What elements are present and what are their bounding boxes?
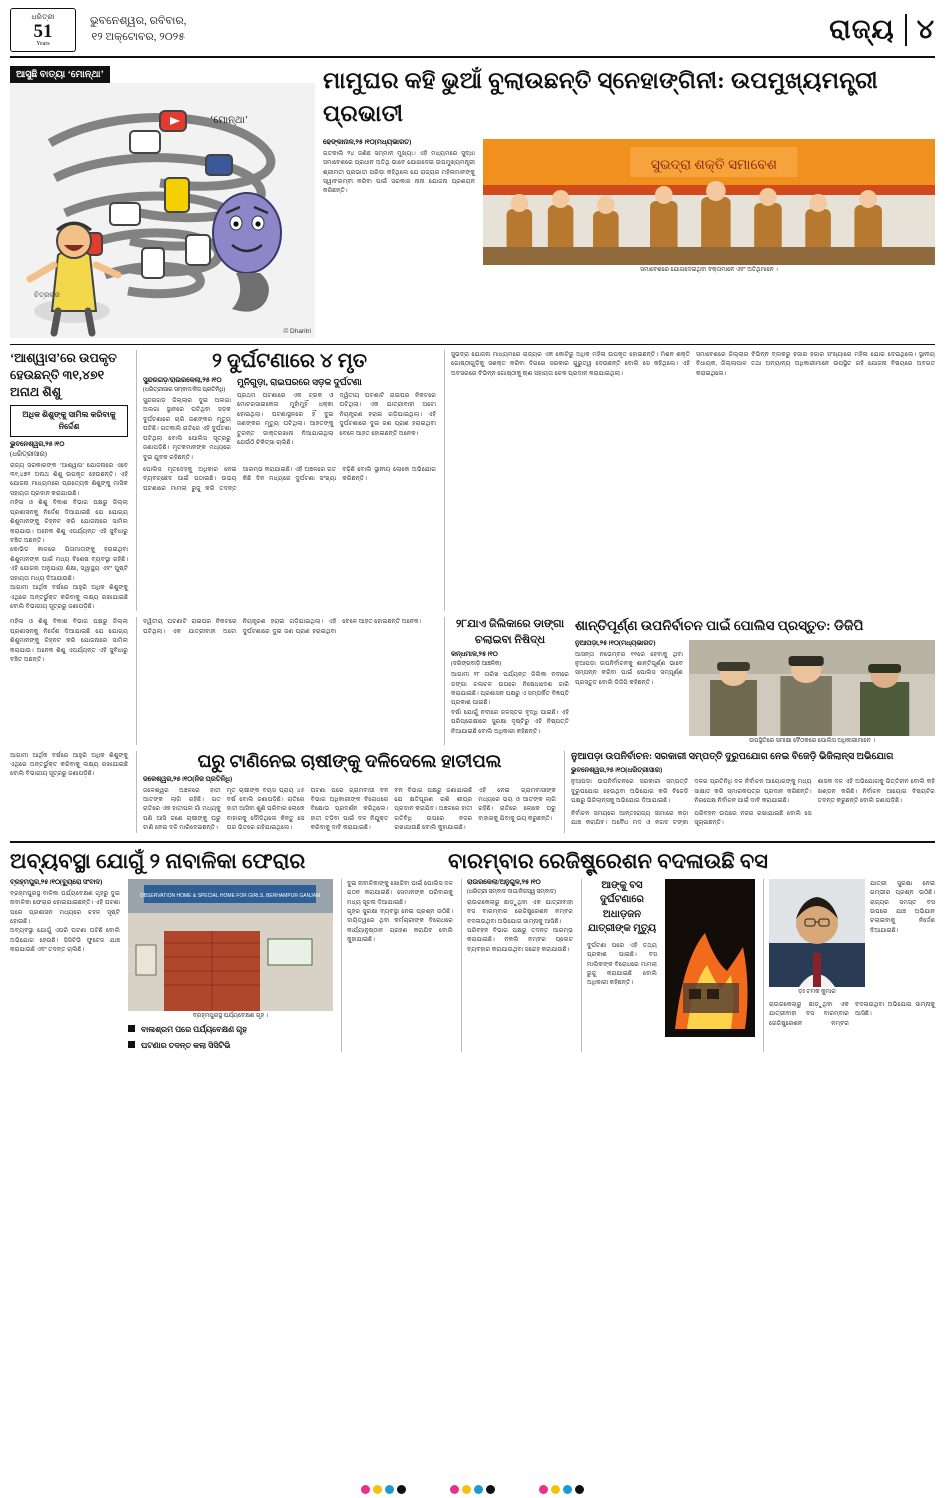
- dot-magenta-3: [539, 1485, 548, 1494]
- lead-photo: [483, 139, 935, 265]
- accident-para-2: ପ୍ରଥମ ଘଟଣାରେ ଏକ ଟ୍ରକ ଓ ମୋଟରସାଇକେଲ ମୁହାଁମୁହିଁ ଧକ୍କା ହୋଇଥିଲା। ଘଟଣାସ୍ଥଳରେ ହିଁ ଦୁଇ ଜଣଙ୍କର ମୃତ୍ୟୁ ଘଟିଥିଲା। ଆହତଙ୍କୁ ତୁରନ୍ତ ଡାକ୍ତରଖାନା ନିଆଯାଇଥିଲା ଯେଉଁଠି ଚିକିତ୍ସା ଚାଲିଛି।: [237, 392, 334, 447]
- ashwas-overflow: [10, 617, 128, 744]
- ambulance-story: [451, 617, 569, 744]
- elephant-para-3: ଘଟଣା ପରେ ଗ୍ରାମବାସୀ ବନ ବିଭାଗ ଅଧିକାରୀଙ୍କ ବିରୋଧରେ ବିକ୍ଷୋଭ ପ୍ରଦର୍ଶନ କରିଥିଲେ। ହାତୀ ତଡ଼ିବା ପାଇଁ ଦଳ ନିଯୁକ୍ତ କରିବାକୁ ଦାବି କରାଯାଇଛି।: [310, 786, 389, 832]
- registration-color-bars: [0, 1485, 945, 1494]
- ashwas-kicker: ଅଧିକ ଶିଶୁଙ୍କୁ ସାମିଲ କରିବାକୁ ନିର୍ଦ୍ଦେଶ: [10, 405, 128, 437]
- dot-yellow-2: [462, 1485, 471, 1494]
- dot-cyan: [385, 1485, 394, 1494]
- color-dot-group-1: [361, 1485, 406, 1494]
- police-story: [575, 617, 935, 744]
- nuapada-story: [564, 751, 935, 833]
- nuapada-headline: ନୁଆପଡ଼ା ଉପନିର୍ବାଚନ: ସରକାରୀ ସମ୍ପତ୍ତି ଦୁରୁପଯୋଗ ନେଇ ବିଜେଡ଼ି ଭିଜିଲାନ୍ସ ଅଭିଯୋଗ: [571, 751, 894, 762]
- nuapada-para-2: ଦଳର ପ୍ରତିନିଧି ଦଳ ନିର୍ବାଚନ ଆୟୋଗଙ୍କୁ ମଧ୍ୟ ସାକ୍ଷାତ କରି ସ୍ମାରକପତ୍ର ପ୍ରଦାନ କରିଛନ୍ତି। ନିରପେକ୍ଷ ନିର୍ବାଚନ ପାଇଁ ଦାବି କରାଯାଇଛି।: [694, 778, 812, 805]
- ambulance-byline: କନ୍ଧମାଳ,୨୫।୧୦: [451, 651, 498, 659]
- bottom-section: [10, 841, 935, 1052]
- cartoon-credit: © Dharitri: [283, 328, 311, 335]
- dot-cyan-3: [563, 1485, 572, 1494]
- bullet-2-label: ଘଟଣାର ତଦନ୍ତ କଲା ସିସିଟିଭି: [141, 1040, 231, 1050]
- bottom-right-col: [763, 879, 935, 1052]
- police-photo-block: [689, 640, 935, 745]
- bottom-left-para-1: ବ୍ରହ୍ମପୁରସ୍ଥ ବାଳିକା ପର୍ଯ୍ୟବେକ୍ଷଣ ଗୃହରୁ ଦୁଇ ନାବାଳିକା ଫେରାର ହୋଇଯାଇଛନ୍ତି। ଏହି ଘଟଣା ପରେ ପ୍ରଶାସନ ମଧ୍ୟରେ ଚହଳ ସୃଷ୍ଟି ହୋଇଛି।: [10, 889, 120, 925]
- publication-logo: [10, 8, 76, 52]
- bottom-right-para-4: ଯାତ୍ରୀ ସୁରକ୍ଷା ନେଇ ଗମ୍ଭୀର ପ୍ରଶ୍ନ ଉଠିଛି। ରାଜ୍ୟର ସମସ୍ତ ବସ ଉପରେ ଯାଞ୍ଚ ଅଭିଯାନ ଚଲାଇବାକୁ ନିର୍ଦ୍ଦେଶ ଦିଆଯାଇଛି।: [870, 879, 935, 934]
- bullet-2: [128, 1040, 333, 1052]
- lead-text-col: [323, 139, 475, 274]
- police-photo-caption: ଉପସ୍ଥିତିରେ ସମୀକ୍ଷା ବୈଠକରେ ପୋଲିସ ଅଧିକାରୀମାନେ ।: [749, 737, 875, 744]
- dot-yellow: [373, 1485, 382, 1494]
- bottom-body: [10, 879, 935, 1052]
- ashwas-sub-byline: (ଧରିତ୍ରୀସାର): [10, 450, 47, 458]
- accident-byline: ସୁନ୍ଦରଗଡ଼/ରାଉରକେଲା,୨୫।୧୦: [143, 377, 222, 384]
- dot-magenta-2: [450, 1485, 459, 1494]
- section-title: ରାଜ୍ୟ: [829, 14, 895, 44]
- ashwas-tail-text: ଆଗାମୀ ଆର୍ଥିକ ବର୍ଷରେ ଆହୁରି ଅଧିକ ଶିଶୁଙ୍କୁ ଏଥିରେ ଅନ୍ତର୍ଭୁକ୍ତ କରିବାକୁ ଲକ୍ଷ୍ୟ ରଖାଯାଇଛି ବୋଲି ବିଭାଗୀୟ ସୂତ୍ରରୁ ଜଣାପଡ଼ିଛି।: [10, 751, 128, 778]
- svg-text:OBSERVATION HOME & SPECIAL HOM: OBSERVATION HOME & SPECIAL HOME FOR GIRLS, BERHAMPUR GANJAM: [139, 892, 321, 899]
- ashwas-tail: [10, 751, 128, 833]
- ashwas-overflow-text: ମହିଳା ଓ ଶିଶୁ ବିକାଶ ବିଭାଗ ପକ୍ଷରୁ ଜିଲ୍ଲା ପ୍ରଶାସନକୁ ନିର୍ଦ୍ଦେଶ ଦିଆଯାଇଛି ଯେ ଯୋଗ୍ୟ ଶିଶୁମାନଙ୍କୁ ଚିହ୍ନଟ କରି ଯୋଜନାରେ ସାମିଲ କରାଯାଉ। ଅନେକ ଶିଶୁ ଏପର୍ଯ୍ୟନ୍ତ ଏହି ସୁବିଧାରୁ ବଞ୍ଚିତ ଅଛନ୍ତି।: [10, 618, 128, 664]
- doctor-caption: ଡ଼ଃ ଟମକ କୁମାର: [798, 988, 836, 995]
- accident-byline-sub: (ଧରିତ୍ରୀସାର ସମ୍ବାଦ/ନିଜ ପ୍ରତିନିଧି): [143, 387, 226, 393]
- issue-date-line: ୧୨ ଅକ୍ଟୋବର, ୨୦୨୫: [91, 31, 186, 43]
- svg-text:ସୁଭଦ୍ରା ଶକ୍ତି ସମାବେଶ: ସୁଭଦ୍ରା ଶକ୍ତି ସମାବେଶ: [650, 157, 777, 173]
- ambulance-para-1: ଆଗାମୀ ୨୮ ତାରିଖ ପର୍ଯ୍ୟନ୍ତ ଜିଲିକା ନଦୀରେ ଡଙ୍ଗା ଚଳାଚଳ ଉପରେ ନିଷେଧାଦେଶ ଜାରି କରାଯାଇଛି। ପ୍ରଶାସନ ପକ୍ଷରୁ ଏ ସମ୍ପର୍କିତ ବିଜ୍ଞପ୍ତି ପ୍ରକାଶ ପାଇଛି।: [451, 671, 569, 707]
- ashwas-headline: ‘ଆଶ୍ୱାସ’ରେ ଉପକୃତ ହେଉଛନ୍ତି ୩୧,୪୭୧ ଅନାଥ ଶିଶୁ: [10, 351, 117, 399]
- accident-subheadline: ମୁନିଗୁଡ଼ା, ରାଇଘରରେ ସଡ଼କ ଦୁର୍ଘଟଣା: [237, 377, 362, 387]
- bottom-right-para-1: ରାଉରକେଲାରୁ ଛାଡ଼ୁଥିବା ଏକ ଯାତ୍ରୀବାହୀ ବସ ବାରମ୍ବାର ରେଜିଷ୍ଟ୍ରେଶନ ନମ୍ବର ବଦଳାଉଥିବା ଅଭିଯୋଗ ସାମ୍ନାକୁ ଆସିଛି।: [467, 898, 573, 925]
- color-dot-group-3: [539, 1485, 584, 1494]
- doctor-photo: [769, 879, 865, 987]
- svg-text:ଚିତ୍ରକର: ଚିତ୍ରକର: [34, 291, 60, 299]
- bullet-1: [128, 1024, 333, 1036]
- police-para-1: ଆସନ୍ତା ନଭେମ୍ବର ୧୧ରେ ହେବାକୁ ଥିବା ନୁଆପଡ଼ା ଉପନିର୍ବାଚନକୁ ଶାନ୍ତିପୂର୍ଣ୍ଣ ଭାବେ ସମ୍ପନ୍ନ କରିବା ପାଇଁ ପୋଲିସ ସମ୍ପୂର୍ଣ୍ଣ ପ୍ରସ୍ତୁତ ବୋଲି ଡିଜିପି କହିଛନ୍ତି।: [575, 650, 683, 686]
- bottom-left-para-2: ଅବ୍ୟବସ୍ଥା ଯୋଗୁଁ ଏପରି ଘଟଣା ଘଟିଛି ବୋଲି ଅଭିଯୋଗ ହେଉଛି। ସିସିଟିଭି ଫୁଟେଜ ଯାଞ୍ଚ କରାଯାଉଛି ଏବଂ ତଦନ୍ତ ଚାଲିଛି।: [10, 927, 120, 954]
- logo-years-label: Years: [36, 41, 50, 47]
- bus-accident-inset: [581, 879, 657, 1052]
- observation-home-caption: ବ୍ରହ୍ମପୁରସ୍ଥ ପର୍ଯ୍ୟବେକ୍ଷଣ ଗୃହ ।: [192, 1012, 269, 1019]
- observation-home-photo: [128, 879, 333, 1011]
- bottom-left-col: [10, 879, 120, 1052]
- dot-black: [397, 1485, 406, 1494]
- police-photo: [689, 640, 935, 736]
- bottom-right-para-3: ଦୁର୍ଘଟଣା ପରେ ଏହି ତଥ୍ୟ ପ୍ରକାଶ ପାଇଛି। ବସ ମାଲିକଙ୍କ ବିରୋଧରେ ମାମଲା ରୁଜୁ କରାଯାଇଛି ବୋଲି ଅଧିକାରୀ କହିଛନ୍ତି।: [587, 941, 657, 987]
- issue-place: ଭୁବନେଶ୍ୱର, ରବିବାର,: [90, 15, 187, 28]
- nuapada-byline: ଭୁବନେଶ୍ୱର,୨୫।୧୦(ଧରିତ୍ରୀସାର): [571, 767, 663, 775]
- accident-headline: ୨ ଦୁର୍ଘଟଣାରେ ୪ ମୃତ: [212, 350, 367, 372]
- bottom-mid-col-2: [461, 879, 573, 1052]
- ashwas-byline: ଭୁବନେଶ୍ୱର,୨୫।୧୦: [10, 440, 65, 448]
- page-number: ୪: [905, 14, 935, 46]
- third-band: [10, 617, 935, 744]
- storm-name-label: ‘ମୋନ୍‌ଥା’: [210, 115, 249, 126]
- lead-para-2: ସୁଭଦ୍ରା ଯୋଜନା ମାଧ୍ୟମରେ ରାଜ୍ୟର ଏକ କୋଟିରୁ ଅଧିକ ମହିଳା ଉପକୃତ ହୋଇଛନ୍ତି। ମିଶନ ଶକ୍ତି ଗୋଷ୍ଠୀଗୁଡ଼ିକୁ ସଶକ୍ତ କରିବା ଦିଗରେ ସରକାର ଗୁରୁତ୍ୱ ଦେଉଛନ୍ତି ବୋଲି ସେ କହିଥିଲେ। ଏହି ଅବସରରେ ବିଭିନ୍ନ ଗୋଷ୍ଠୀକୁ ଋଣ ସହାୟତା ଚେକ ପ୍ରଦାନ କରାଯାଇଥିଲା।: [451, 351, 690, 377]
- bus-fire-photo: [665, 879, 755, 1037]
- ambulance-headline: ୨୮ଯାଏ ଜିଲିକାରେ ଡାଙ୍ଗା ଚଲାଇବା ନିଷିଦ୍ଧ: [455, 618, 565, 646]
- lead-continuation: [444, 350, 935, 611]
- dot-magenta: [361, 1485, 370, 1494]
- fourth-band: [10, 751, 935, 833]
- lead-para-1: ଗତକାଲି ୨୪ ଜଣିଛ ସମ୍ମାନ ମୁଖ୍ୟା। ଏହି ମଧ୍ୟମରେ ସୁଦ୍ଧା ସମାବେଶରେ ପ୍ରଧାନ ଅତିଥି ଭାବେ ଯୋଗଦେଇ ଉପମୁଖ୍ୟମନ୍ତ୍ରୀ ଶ୍ରୀମତୀ ପ୍ରଭାତୀ ପରିଡ଼ା କହିଥିଲେ ଯେ ରାଜ୍ୟର ମହିଳାମାନଙ୍କୁ ସ୍ୱାବଲମ୍ବୀ କରିବା ପାଇଁ ସରକାର ନାନା ଯୋଜନା ପ୍ରଣୟନ କରିଛନ୍ତି।: [323, 149, 475, 195]
- top-band: [10, 64, 935, 338]
- elephant-headline: ଘରୁ ଟାଣିନେଇ ଚାଷୀଙ୍କୁ ଦଳିଦେଲେ ହାତୀପଲ: [197, 750, 502, 771]
- bottom-mid-byline: ରାଉରକେଲା/ଅନୁଗୁଳ,୨୫।୧୦: [467, 878, 541, 886]
- ambulance-and-police: [444, 617, 935, 744]
- cartoon-label: ଆସୁଛି ବାତ୍ୟା ‘ମୋନ୍‌ଥା’: [10, 66, 110, 83]
- masthead: [10, 6, 935, 58]
- bullet-square-icon-2: [128, 1041, 135, 1048]
- bottom-right-overflow: ରାଉରକେଲାରୁ ଛାଡ଼ୁଥିବା ଏକ ଯାତ୍ରୀବାହୀ ବସ ବାରମ୍ବାର ରେଜିଷ୍ଟ୍ରେଶନ ନମ୍ବର ବଦଳାଉଥିବା ଅଭିଯୋଗ ସାମ୍ନାକୁ ଆସିଛି।: [769, 1000, 935, 1027]
- ashwas-story: [10, 350, 128, 611]
- bottom-right-headline: ବାରମ୍ବାର ରେଜିଷ୍ଟ୍ରେଶନ ବଦଳାଉଛି ବସ: [448, 848, 768, 873]
- police-para-3: ନିର୍ବାଚନ ସମୟରେ ଆନ୍ତଃରାଜ୍ୟ ସୀମାରେ କଡ଼ା ଯାଞ୍ଚ କରାଯିବ। ଅବୈଧ ମଦ ଓ ନଗଦ ଟଙ୍କା ପରିବହନ ଉପରେ ନଜର ରଖାଯାଇଛି ବୋଲି ସେ ସୂଚାଇଛନ୍ତି।: [571, 809, 812, 827]
- police-headline: ଶାନ୍ତିପୂର୍ଣ୍ଣ ଉପନିର୍ବାଚନ ପାଇଁ ପୋଲିସ ପ୍ରସ୍ତୁତ: ଡିଜିପି: [575, 618, 864, 634]
- accident-overflow: [136, 617, 436, 744]
- ashwas-para-3: କୋଭିଡ କାଳରେ ପିତାମାତାଙ୍କୁ ହରାଇଥିବା ଶିଶୁମାନଙ୍କ ପାଇଁ ମଧ୍ୟ ବିଶେଷ ବ୍ୟବସ୍ଥା ରହିଛି। ଏହି ଯୋଜନା ଅନୁଯାୟୀ ଶିକ୍ଷା, ସ୍ୱାସ୍ଥ୍ୟ ଏବଂ ପୁଷ୍ଟି ସହାୟତା ମଧ୍ୟ ଦିଆଯାଉଛି।: [10, 546, 128, 582]
- nuapada-para-3: ଶାସକ ଦଳ ଏହି ଅଭିଯୋଗକୁ ଭିତ୍ତିହୀନ ବୋଲି କହି ଖଣ୍ଡନ କରିଛି। ନିର୍ବାଚନ ଆୟୋଗ ବିଷୟଟିର ତଦନ୍ତ କରୁଛନ୍ତି ବୋଲି ଜଣାପଡ଼ିଛି।: [817, 778, 935, 805]
- bottom-left-para-4: ଗୃହର ସୁରକ୍ଷା ବ୍ୟବସ୍ଥା ନେଇ ପ୍ରଶ୍ନ ଉଠିଛି। ଦାୟିତ୍ୱରେ ଥିବା କର୍ମଚାରୀଙ୍କ ବିରୋଧରେ କାର୍ଯ୍ୟାନୁଷ୍ଠାନ ଗ୍ରହଣ କରାଯିବ ବୋଲି କୁହାଯାଇଛି।: [347, 907, 453, 944]
- lead-byline: ଢେଙ୍କାନାଳ,୨୫।୧୦(ମଧ୍ୟଭାରତ): [323, 138, 412, 146]
- bottom-mid-col: [341, 879, 453, 1052]
- dot-yellow-3: [551, 1485, 560, 1494]
- bottom-left-headline: ଅବ୍ୟବସ୍ଥା ଯୋଗୁଁ ୨ ନାବାଳିକା ଫେରାର: [10, 848, 306, 873]
- bullet-1-label: ବାଳାଶ୍ରମ ପରେ ପର୍ଯ୍ୟବେକ୍ଷଣ ଗୃହ: [141, 1024, 247, 1034]
- lead-headline: ମାମୁଘର କହି ଭୁଆଁ ବୁଲାଉଛନ୍ତି ସ୍ନେହାଙ୍ଗିନୀ: ଉପମୁଖ୍ୟମନ୍ତ୍ରୀ ପ୍ରଭାତୀ: [323, 68, 878, 127]
- dot-black-2: [486, 1485, 495, 1494]
- ashwas-para-1: ରାଜ୍ୟ ସରକାରଙ୍କ ‘ଆଶ୍ୱାସ’ ଯୋଜନାରେ ଏବେ ୩୧,୪୭୧ ଅନାଥ ଶିଶୁ ଉପକୃତ ହେଉଛନ୍ତି। ଏହି ଯୋଜନା ମାଧ୍ୟମରେ ପ୍ରତ୍ୟେକ ଶିଶୁଙ୍କୁ ମାସିକ ସହାୟତା ପ୍ରଦାନ କରାଯାଉଛି।: [10, 461, 128, 497]
- second-band: [10, 344, 935, 611]
- police-byline: ନୁଆପଡ଼ା,୨୫।୧୦(ମଧ୍ୟଭାରତ): [575, 639, 656, 647]
- elephant-byline: ଜଳେଶ୍ୱର,୨୫।୧୦(ନିଜ ପ୍ରତିନିଧି): [143, 775, 233, 783]
- fire-photo-col: [665, 879, 755, 1052]
- doctor-photo-block: [769, 879, 865, 996]
- accident-para-3: ଦ୍ୱିତୀୟ ଘଟଣାଟି ରାଇଘର ନିକଟରେ ଘଟିଥିଲା। ଏକ ଯାତ୍ରୀବାହୀ ଅଟୋ ନିୟନ୍ତ୍ରଣ ହରାଇ ଗଡ଼ିଯାଇଥିଲା। ଏହି ଦୁର୍ଘଟଣାରେ ଦୁଇ ଜଣ ପ୍ରାଣ ହରାଇଥିବା ବେଳେ ଆହତ ହୋଇଛନ୍ତି ଅନେକ।: [339, 392, 436, 437]
- accident-overflow-text: ଦ୍ୱିତୀୟ ଘଟଣାଟି ରାଇଘର ନିକଟରେ ଘଟିଥିଲା। ଏକ ଯାତ୍ରୀବାହୀ ଅଟୋ ନିୟନ୍ତ୍ରଣ ହରାଇ ଗଡ଼ିଯାଇଥିଲା। ଏହି ଦୁର୍ଘଟଣାରେ ଦୁଇ ଜଣ ପ୍ରାଣ ହରାଇଥିବା ବେଳେ ଆହତ ହୋଇଛନ୍ତି ଅନେକ।: [143, 618, 422, 635]
- issue-date: [90, 14, 187, 46]
- color-dot-group-2: [450, 1485, 495, 1494]
- bottom-right-para-2: ପରିବହନ ବିଭାଗ ପକ୍ଷରୁ ତଦନ୍ତ ଆରମ୍ଭ କରାଯାଇଛି। ନକଲି ନମ୍ବର ପ୍ଲେଟ ବ୍ୟବହାର କରାଯାଉଥିବା ସନ୍ଦେହ କରାଯାଉଛି।: [467, 926, 573, 953]
- ashwas-para-4: ଆଗାମୀ ଆର୍ଥିକ ବର୍ଷରେ ଆହୁରି ଅଧିକ ଶିଶୁଙ୍କୁ ଏଥିରେ ଅନ୍ତର୍ଭୁକ୍ତ କରିବାକୁ ଲକ୍ଷ୍ୟ ରଖାଯାଇଛି ବୋଲି ବିଭାଗୀୟ ସୂତ୍ରରୁ ଜଣାପଡ଼ିଛି।: [10, 584, 128, 610]
- bottom-photo-col: [128, 879, 333, 1052]
- lead-story: [323, 64, 935, 338]
- bottom-left-byline: ବ୍ରହ୍ମପୁର,୨୫।୧୦(ବ୍ୟୁରୋ ସଂବାଦ): [10, 878, 103, 886]
- elephant-story: [136, 751, 556, 833]
- elephant-para-4: ବନ ବିଭାଗ ପକ୍ଷରୁ ଜଣାଯାଇଛି ଯେ କ୍ଷତିପୂରଣ ରାଶି ଶୀଘ୍ର ପ୍ରଦାନ କରାଯିବ। ଅଞ୍ଚଳରେ ହାତୀ ଗତିବିଧି ଉପରେ ନଜର ରଖାଯାଉଛି ବୋଲି କୁହାଯାଇଛି।: [394, 786, 473, 832]
- elephant-para-1: ଜଳେଶ୍ୱର ଅଞ୍ଚଳରେ ହାତୀ ଆତଙ୍କ ଲାଗି ରହିଛି। ଗତ ରାତିରେ ଏକ ହାତୀପଲ ଗାଁ ମଧ୍ୟକୁ ପଶି ଆସି ଜଣେ ଚାଷୀଙ୍କୁ ଘରୁ ଟାଣି ନେଇ ଦଳି ମାରିଦେଇଛନ୍ତି।: [143, 786, 221, 832]
- bus-accident-inset-headline: ଆଙ୍କୁ ବସ ଦୁର୍ଘଟଣାରେ ଅଧାଡ଼ଜନ ଯାତ୍ରୀଙ୍କ ମୃତ୍ୟୁ: [587, 879, 657, 935]
- nuapada-para-1: ନୁଆପଡ଼ା ଉପନିର୍ବାଚନରେ ସରକାରୀ ସମ୍ପତ୍ତି ଦୁରୁପଯୋଗ ହେଉଥିବା ଅଭିଯୋଗ କରି ବିଜେଡ଼ି ପକ୍ଷରୁ ଭିଜିଲାନ୍ସକୁ ଅଭିଯୋଗ ଦିଆଯାଇଛି।: [571, 778, 689, 805]
- ambulance-byline-sub: (ଦରିଙ୍ଗବାଡ଼ି ଆଞ୍ଚଳିକ): [451, 661, 502, 668]
- elephant-para-2: ମୃତ ଚାଷୀଙ୍କ ବୟସ ପ୍ରାୟ ୪୫ ବର୍ଷ ବୋଲି ଜଣାପଡ଼ିଛି। ରାତିରେ ହାତୀ ଆସିବା ଶୁଣି ପରିବାର ଲୋକେ ବାହାରକୁ ଦୌଡ଼ିଥିଲେ କିନ୍ତୁ ସେ ଘର ଭିତରେ ରହିଯାଇଥିଲେ।: [226, 786, 305, 832]
- accident-para-4: ପୋଲିସ ମୃତଦେହକୁ ଅଧିକାର ନେଇ ବ୍ୟବଚ୍ଛେଦ ପାଇଁ ପଠାଇଛି। ଉଭୟ ଘଟଣାରେ ମାମଲା ରୁଜୁ କରି ତଦନ୍ତ ଆରମ୍ଭ କରାଯାଇଛି। ଏହି ଅଞ୍ଚଳରେ ଗତ କିଛି ଦିନ ମଧ୍ୟରେ ଦୁର୍ଘଟଣା ସଂଖ୍ୟା ବଢ଼ିଛି ବୋଲି ସ୍ଥାନୀୟ ଲୋକେ ଅଭିଯୋଗ କରିଛନ୍ତି।: [143, 465, 436, 492]
- bottom-mid-byline-sub: (ଧରିତ୍ରୀ ସମ୍ବାଦ ଦାତା/ନିଜସ୍ୱ ସମ୍ବାଦ): [467, 888, 556, 895]
- dot-black-3: [575, 1485, 584, 1494]
- dot-cyan-2: [474, 1485, 483, 1494]
- logo-anniversary-number: 51: [33, 21, 53, 42]
- ashwas-para-2: ମହିଳା ଓ ଶିଶୁ ବିକାଶ ବିଭାଗ ପକ୍ଷରୁ ଜିଲ୍ଲା ପ୍ରଶାସନକୁ ନିର୍ଦ୍ଦେଶ ଦିଆଯାଇଛି ଯେ ଯୋଗ୍ୟ ଶିଶୁମାନଙ୍କୁ ଚିହ୍ନଟ କରି ଯୋଜନାରେ ସାମିଲ କରାଯାଉ। ଅନେକ ଶିଶୁ ଏପର୍ଯ୍ୟନ୍ତ ଏହି ସୁବିଧାରୁ ବଞ୍ଚିତ ଅଛନ୍ତି।: [10, 499, 128, 544]
- section-title-group: [829, 14, 935, 46]
- cartoon-illustration: [10, 83, 315, 338]
- bottom-left-para-3: ଦୁଇ ନାବାଳିକାଙ୍କୁ ଖୋଜିବା ପାଇଁ ପୋଲିସ ଦଳ ଗଠନ କରାଯାଇଛି। ସେମାନଙ୍କ ପରିବାରକୁ ମଧ୍ୟ ସୂଚନା ଦିଆଯାଇଛି।: [347, 879, 453, 906]
- bullet-square-icon: [128, 1025, 135, 1032]
- lead-photo-block: [483, 139, 935, 274]
- bottom-headlines: [10, 849, 935, 874]
- ambulance-para-2: ବର୍ଷା ଯୋଗୁଁ ନଦୀରେ ଜଳସ୍ତର ବୃଦ୍ଧି ପାଇଛି। ଏହି ପରିପ୍ରେକ୍ଷୀରେ ସୁରକ୍ଷା ଦୃଷ୍ଟିରୁ ଏହି ନିଷ୍ପତ୍ତି ନିଆଯାଇଛି ବୋଲି ଅଧିକାରୀ କହିଛନ୍ତି।: [451, 708, 569, 735]
- accident-para-1: ସୁନ୍ଦରଗଡ଼ ଜିଲ୍ଲାର ଦୁଇ ଅଲଗା ଅଲଗା ସ୍ଥାନରେ ଘଟିଥିବା ସଡ଼କ ଦୁର୍ଘଟଣାରେ ଚାରି ଜଣଙ୍କର ମୃତ୍ୟୁ ଘଟିଛି। ଗତକାଲି ରାତିରେ ଏହି ଦୁର୍ଘଟଣା ଘଟିଥିଲା ବୋଲି ପୋଲିସ ସୂତ୍ରରୁ ଜଣାପଡ଼ିଛି। ମୃତକମାନଙ୍କ ମଧ୍ୟରେ ଦୁଇ ଯୁବକ ରହିଛନ୍ତି।: [143, 397, 231, 461]
- lead-para-3: ସମାବେଶରେ ଜିଲ୍ଲାର ବିଭିନ୍ନ ବ୍ଲକରୁ ହଜାର ହଜାର ସଂଖ୍ୟାରେ ମହିଳା ଯୋଗ ଦେଇଥିଲେ। ସ୍ଥାନୀୟ ବିଧାୟକ, ଜିଲ୍ଲାପାଳ ତଥା ଅନ୍ୟାନ୍ୟ ଅଧିକାରୀମାନେ ଉପସ୍ଥିତ ରହି ଯୋଜନା ବିଷୟରେ ଅବଗତ କରାଇଥିଲେ।: [696, 351, 935, 377]
- cartoon-block: [10, 64, 315, 338]
- lead-photo-caption: ସମାବେଶରେ ଯୋଗଦେଇଥିବା ବକ୍ତାମାନେ ଏବଂ ଅତିଥିମାନେ ।: [640, 266, 778, 273]
- accident-story: [136, 350, 436, 611]
- elephant-para-5: ଏହି ନେଇ ଗ୍ରାମବାସୀଙ୍କ ମଧ୍ୟରେ ଭୟ ଓ ଆତଙ୍କ ଲାଗି ରହିଛି। ରାତିରେ ଲୋକେ ଘରୁ ବାହାରକୁ ଯିବାକୁ ଭୟ କରୁଛନ୍ତି।: [478, 786, 556, 822]
- logo-title: ଧରିତ୍ରୀ: [31, 13, 55, 21]
